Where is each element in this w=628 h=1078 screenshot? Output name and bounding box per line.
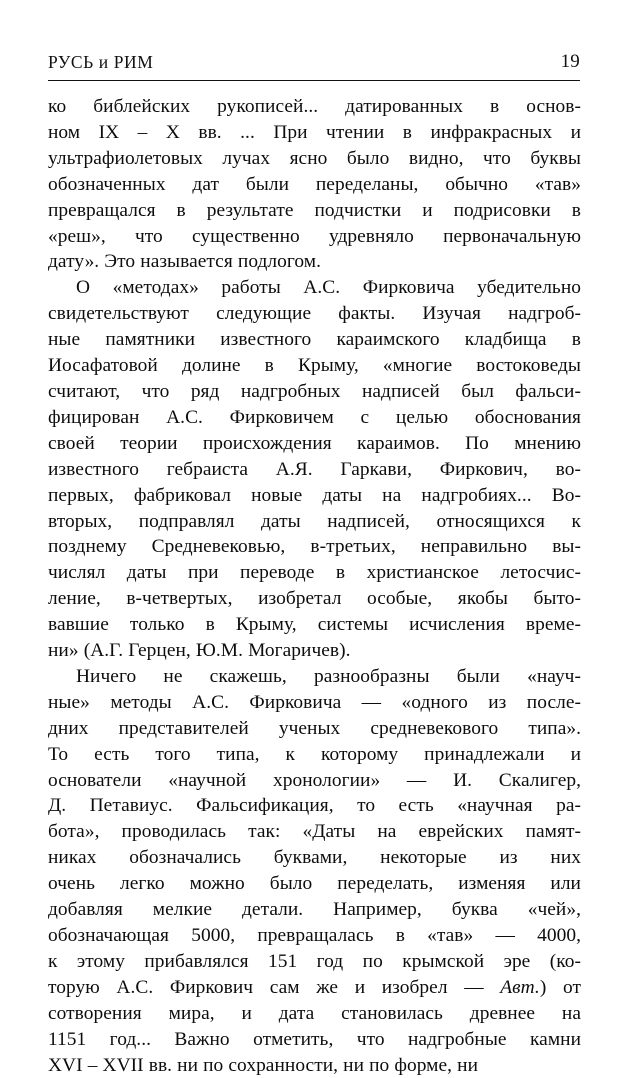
text-line: ление, в-четвертых, изобретал особые, якобы быто- [48,588,581,610]
text-line: ко библейских рукописей... датированных в основ- [48,96,581,117]
text-line: позднему Средневековью, в-третьих, неправильно вы- [48,536,581,558]
text-line: основатели «научной хронологии» — И. Скалигер, [48,769,581,791]
text-line: ультрафиолетовых лучах ясно было видно, что буквы [48,147,581,169]
editorial-note: Авт. [500,976,540,998]
text-block [48,94,581,1078]
text-line: свидетельствуют следующие факты. Изучая надгроб- [48,303,581,325]
text-line: дних представителей ученых средневекового типа». [48,717,581,739]
text-line: никах обозначались буквами, некоторые из них [48,847,581,869]
paragraph-1 [48,94,581,275]
text-line: Иосафатовой долине в Крыму, «многие востоковеды [48,355,581,377]
text-line: добавляя мелкие детали. Например, буква «чей», [48,899,581,921]
header-rule [48,80,580,81]
page-number: 19 [560,51,580,72]
text-line: «реш», что существенно удревняло первоначальную [48,225,581,247]
text-line: считают, что ряд надгробных надписей был фальси- [48,380,581,402]
text-line: числял даты при переводе в христианское летосчис- [48,562,581,584]
text-line: дату». Это называется подлогом. [48,251,322,273]
text-line: О «методах» работы А.С. Фирковича убедительно [76,277,581,299]
text-line: торую А.С. Фиркович сам же и изобрел — Авт.) от [48,976,581,998]
text-line: своей теории происхождения караимов. По мнению [48,432,581,454]
text-line: известного гебраиста А.Я. Гаркави, Фиркович, во- [48,458,581,480]
text-line: вавшие только в Крыму, системы исчисления време- [48,614,581,636]
text-line: ные» методы А.С. Фирковича — «одного из после- [48,691,581,713]
text-line: очень легко можно было переделать, изменяя или [48,873,581,895]
paragraph-3 [48,664,581,1078]
text-line: сотворения мира, и дата становилась древнее на [48,1002,581,1024]
text-line: обозначенных дат были переделаны, обычно «тав» [48,173,581,195]
running-head [48,52,580,82]
text-line: вторых, подправлял даты надписей, относящихся к [48,510,581,532]
text-line: бота», проводилась так: «Даты на еврейских памят- [48,821,581,843]
text-line: превращался в результате подчистки и подрисовки в [48,199,581,221]
text-line: обозначающая 5000, превращалась в «тав» — 4000, [48,925,581,946]
paragraph-2 [48,275,581,664]
text-line: к этому прибавлялся 151 год по крымской эре (ко- [48,950,581,972]
text-line: Д. Петавиус. Фальсификация, то есть «научная ра- [48,795,581,817]
text-line: То есть того типа, к которому принадлежали и [48,743,581,765]
text-line: первых, фабриковал новые даты на надгробиях... Во- [48,484,581,506]
text-line: XVI – XVII вв. ни по сохранности, ни по форме, ни [48,1054,479,1076]
text-line: ные памятники известного караимского кладбища в [48,329,581,351]
text-line: 1151 год... Важно отметить, что надгробные камни [48,1028,581,1050]
text-line: Ничего не скажешь, разнообразны были «науч- [76,665,581,687]
text-line: ни» (А.Г. Герцен, Ю.М. Могаричев). [48,640,351,662]
text-line: фицирован А.С. Фирковичем с целью обоснования [48,406,581,428]
running-head-title: РУСЬ и РИМ [48,52,154,72]
text-line: ном IX – X вв. ... При чтении в инфракрасных и [48,121,581,143]
